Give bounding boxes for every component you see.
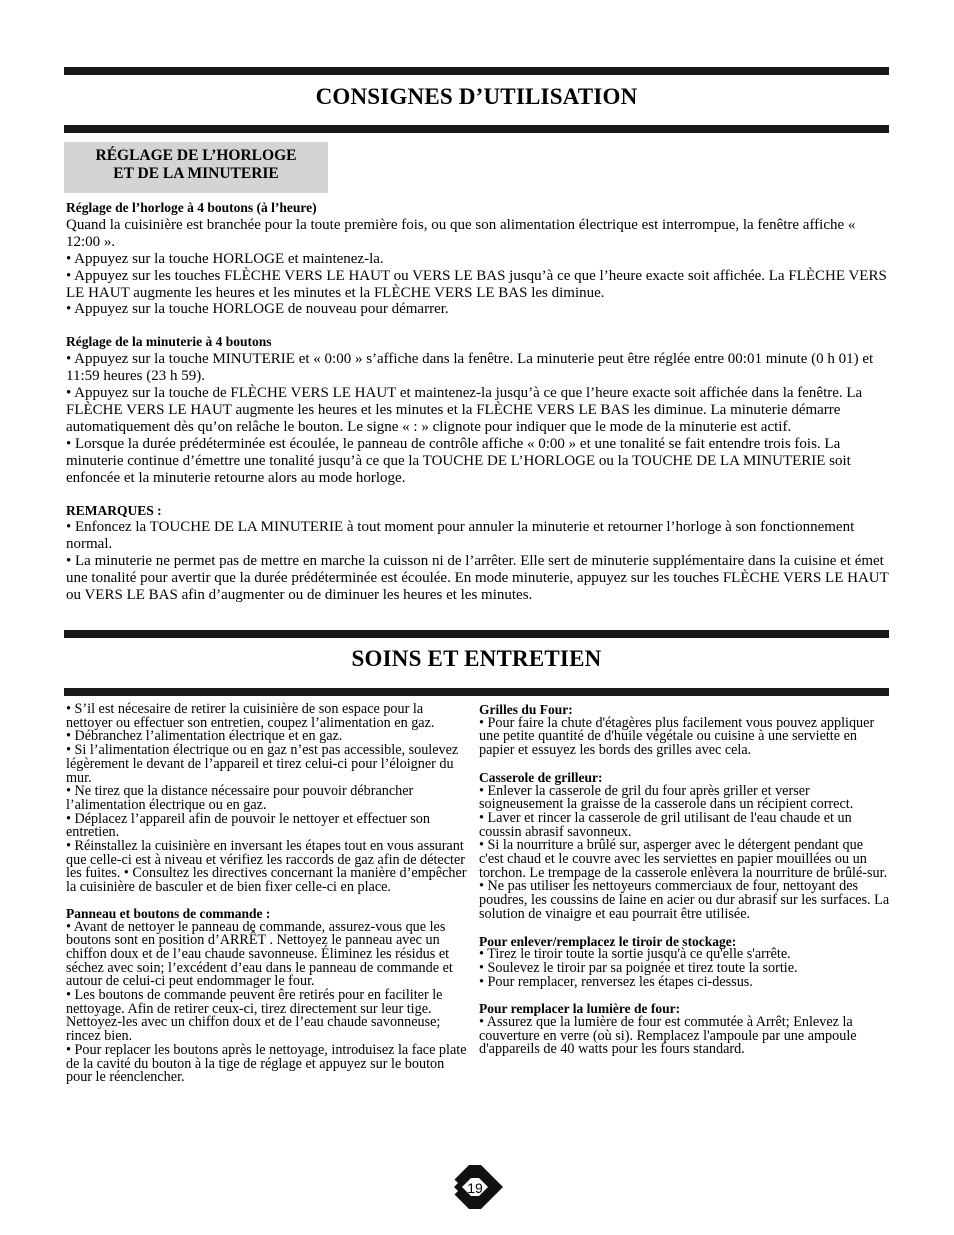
grilles-line: • Pour faire la chute d'étagères plus facilement vous pouvez appliquer une petite quantité de d'huile végétale ou cuisine à une serviette en papier et essuyez les bords des grilles avec cela.: [479, 714, 875, 759]
page-number: 19: [467, 1180, 483, 1196]
clock-line: • Appuyez sur la touche HORLOGE de nouveau pour démarrer.: [66, 301, 449, 318]
care-intro-line: • S’il est nécesaire de retirer la cuisinière de son espace pour la nettoyer ou effectuer son entretien, coupez l’alimentation en gaz.: [66, 701, 435, 731]
timer-line: • Lorsque la durée prédéterminée est écoulée, le panneau de contrôle affiche « 0:00 » et une tonalité se fait entendre trois fois. La minuterie continue d’émettre une tonalité jusqu’à ce que la TOUCHE DE L’HORLOGE ou la TOUCHE DE LA MINUTERIE soit enfoncée et la minuterie retourne alors au mode horloge.: [66, 435, 851, 486]
clock-heading: Réglage de l’horloge à 4 boutons (à l’heure): [66, 200, 317, 215]
clock-timer-instructions: [66, 200, 892, 604]
clock-line: Quand la cuisinière est branchée pour la toute première fois, ou que son alimentation électrique est interrompue, la fenêtre affiche « 12:00 ».: [66, 216, 856, 250]
section-title-entretien: SOINS ET ENTRETIEN: [351, 646, 602, 671]
timer-heading: Réglage de la minuterie à 4 boutons: [66, 334, 272, 350]
casserole-line: • Laver et rincer la casserole de gril utilisant de l'eau chaude et un coussin abrasif savonneux.: [479, 809, 852, 840]
care-intro-line: • Si l’alimentation électrique ou en gaz n’est pas accessible, soulevez légèrement le devant de l’appareil et tirez celui-ci pour l’éloigner du mur.: [66, 742, 459, 786]
remarks-line: • Enfoncez la TOUCHE DE LA MINUTERIE à tout moment pour annuler la minuterie et retourner l’horloge à son fonctionnement normal.: [66, 519, 855, 553]
panel-line: • Pour replacer les boutons après le nettoyage, introduisez la face plate de la cavité du bouton à la tige de réglage et appuyez sur le bouton pour le réenclencher.: [66, 1041, 467, 1086]
casserole-heading: Casserole de grilleur:: [479, 769, 603, 785]
panel-heading: Panneau et boutons de commande :: [66, 905, 271, 921]
care-underline-rule: [64, 688, 889, 696]
grilles-heading: Grilles du Four:: [479, 702, 573, 717]
care-top-rule: [64, 630, 889, 638]
panel-line: • Avant de nettoyer le panneau de commande, assurez-vous que les boutons sont en position d’ARRÊT . Nettoyez le panneau avec un chiffon doux et de l’eau chaude savonneuse. Éliminez les résidus et séchez avec soin; l’excédent d’eau dans le panneau de commande et autour de celui-ci peut endommager le four.: [66, 918, 453, 990]
timer-line: • Appuyez sur la touche MINUTERIE et « 0:00 » s’affiche dans la fenêtre. La minuterie peut être réglée entre 00:01 minute (0 h 01) et 11:59 heures (23 h 59).: [66, 351, 874, 385]
tag-line-2: ET DE LA MINUTERIE: [113, 165, 279, 182]
casserole-line: • Enlever la casserole de gril du four après griller et verser soigneusement la graisse de la casserole dans un récipient correct.: [479, 782, 854, 813]
casserole-line: • Ne pas utiliser les nettoyeurs commerciaux de four, nettoyant des poudres, les coussins de laine en acier ou dur abrasif sur les surfaces. La solution de vinaigre et eau pourrait être utilisée.: [479, 878, 890, 922]
care-intro-line: • Réinstallez la cuisinière en inversant les étapes tout en vous assurant que celle-ci est à niveau et vérifiez les raccords de gaz afin de détecter les fuites. • Consultez les directives concernant la manière d’empêcher la cuisinière de basculer et de bien fixer celle-ci en place.: [66, 838, 467, 896]
remarks-heading: REMARQUES :: [66, 502, 162, 518]
clock-line: • Appuyez sur la touche HORLOGE et maintenez-la.: [66, 250, 384, 267]
care-intro-line: • Déplacez l’appareil afin de pouvoir le nettoyer et effectuer son entretien.: [66, 810, 430, 841]
clock-timer-tag: [64, 142, 328, 193]
panel-line: • Les boutons de commande peuvent êre retirés pour en faciliter le nettoyage. Afin de retirer ceux-ci, tirez directement sur leur tige. Nettoyez-les avec un chiffon doux et de l’eau chaude savonneuse; rincez bien.: [66, 987, 443, 1045]
casserole-line: • Si la nourriture a brûlé sur, asperger avec le détergent pendant que c'est chaud et le couvre avec les serviettes en papier mouillées ou un torchon. Le trempage de la casserole enlèvera la nourriture de brûlé-sur.: [479, 837, 888, 881]
top-rule: [64, 67, 889, 75]
tag-line-1: RÉGLAGE DE L’HORLOGE: [95, 147, 297, 164]
tiroir-line: • Pour remplacer, renversez les étapes ci-dessus.: [479, 973, 753, 990]
tiroir-line: • Tirez le tiroir toute la sortie jusqu'à ce qu'elle s'arrête.: [479, 946, 791, 963]
tiroir-heading: Pour enlever/remplacez le tiroir de stockage:: [479, 933, 737, 949]
title-underline-rule: [64, 125, 889, 133]
lumiere-heading: Pour remplacer la lumière de four:: [479, 1001, 681, 1017]
timer-line: • Appuyez sur la touche de FLÈCHE VERS LE HAUT et maintenez-la jusqu’à ce que l’heure exacte soit affichée dans la fenêtre. La FLÈCHE VERS LE HAUT augmente les heures et les minutes et la FLÈCHE VERS LE BAS les diminue. La minuterie démarre automatiquement dès qu’on relâche le bouton. Le signe « : » clignote pour indiquer que le mode de la minuterie est actif.: [66, 385, 863, 435]
remarks-line: • La minuterie ne permet pas de mettre en marche la cuisson ni de l’arrêter. Elle sert de minuterie supplémentaire dans la cuisine et émet une tonalité pour avertir que la durée prédéterminée est écoulée. En mode minuterie, appuyez sur les touches FLÈCHE VERS LE HAUT ou VERS LE BAS afin d’augmenter ou de diminuer les heures et les minutes.: [66, 553, 889, 604]
section-title-utilisation: CONSIGNES D’UTILISATION: [315, 84, 638, 109]
clock-line: • Appuyez sur les touches FLÈCHE VERS LE HAUT ou VERS LE BAS jusqu’à ce que l’heure exacte soit affichée. La FLÈCHE VERS LE HAUT augmente les heures et les minutes et la FLÈCHE VERS LE BAS les diminue.: [66, 267, 887, 301]
care-intro-line: • Ne tirez que la distance nécessaire pour pouvoir débrancher l’alimentation électrique ou en gaz.: [66, 783, 414, 813]
care-left-column: [66, 703, 470, 1085]
tiroir-line: • Soulevez le tiroir par sa poignée et tirez toute la sortie.: [479, 959, 798, 976]
lumiere-line: • Assurez que la lumière de four est commutée à Arrêt; Enlevez la couverture en verre (où si). Remplacez l'ampoule par une ampoule d'appareils de 40 watts pour les fours standard.: [479, 1014, 857, 1058]
care-intro-line: • Débranchez l’alimentation électrique et en gaz.: [66, 728, 343, 745]
care-right-column: [479, 703, 891, 1057]
